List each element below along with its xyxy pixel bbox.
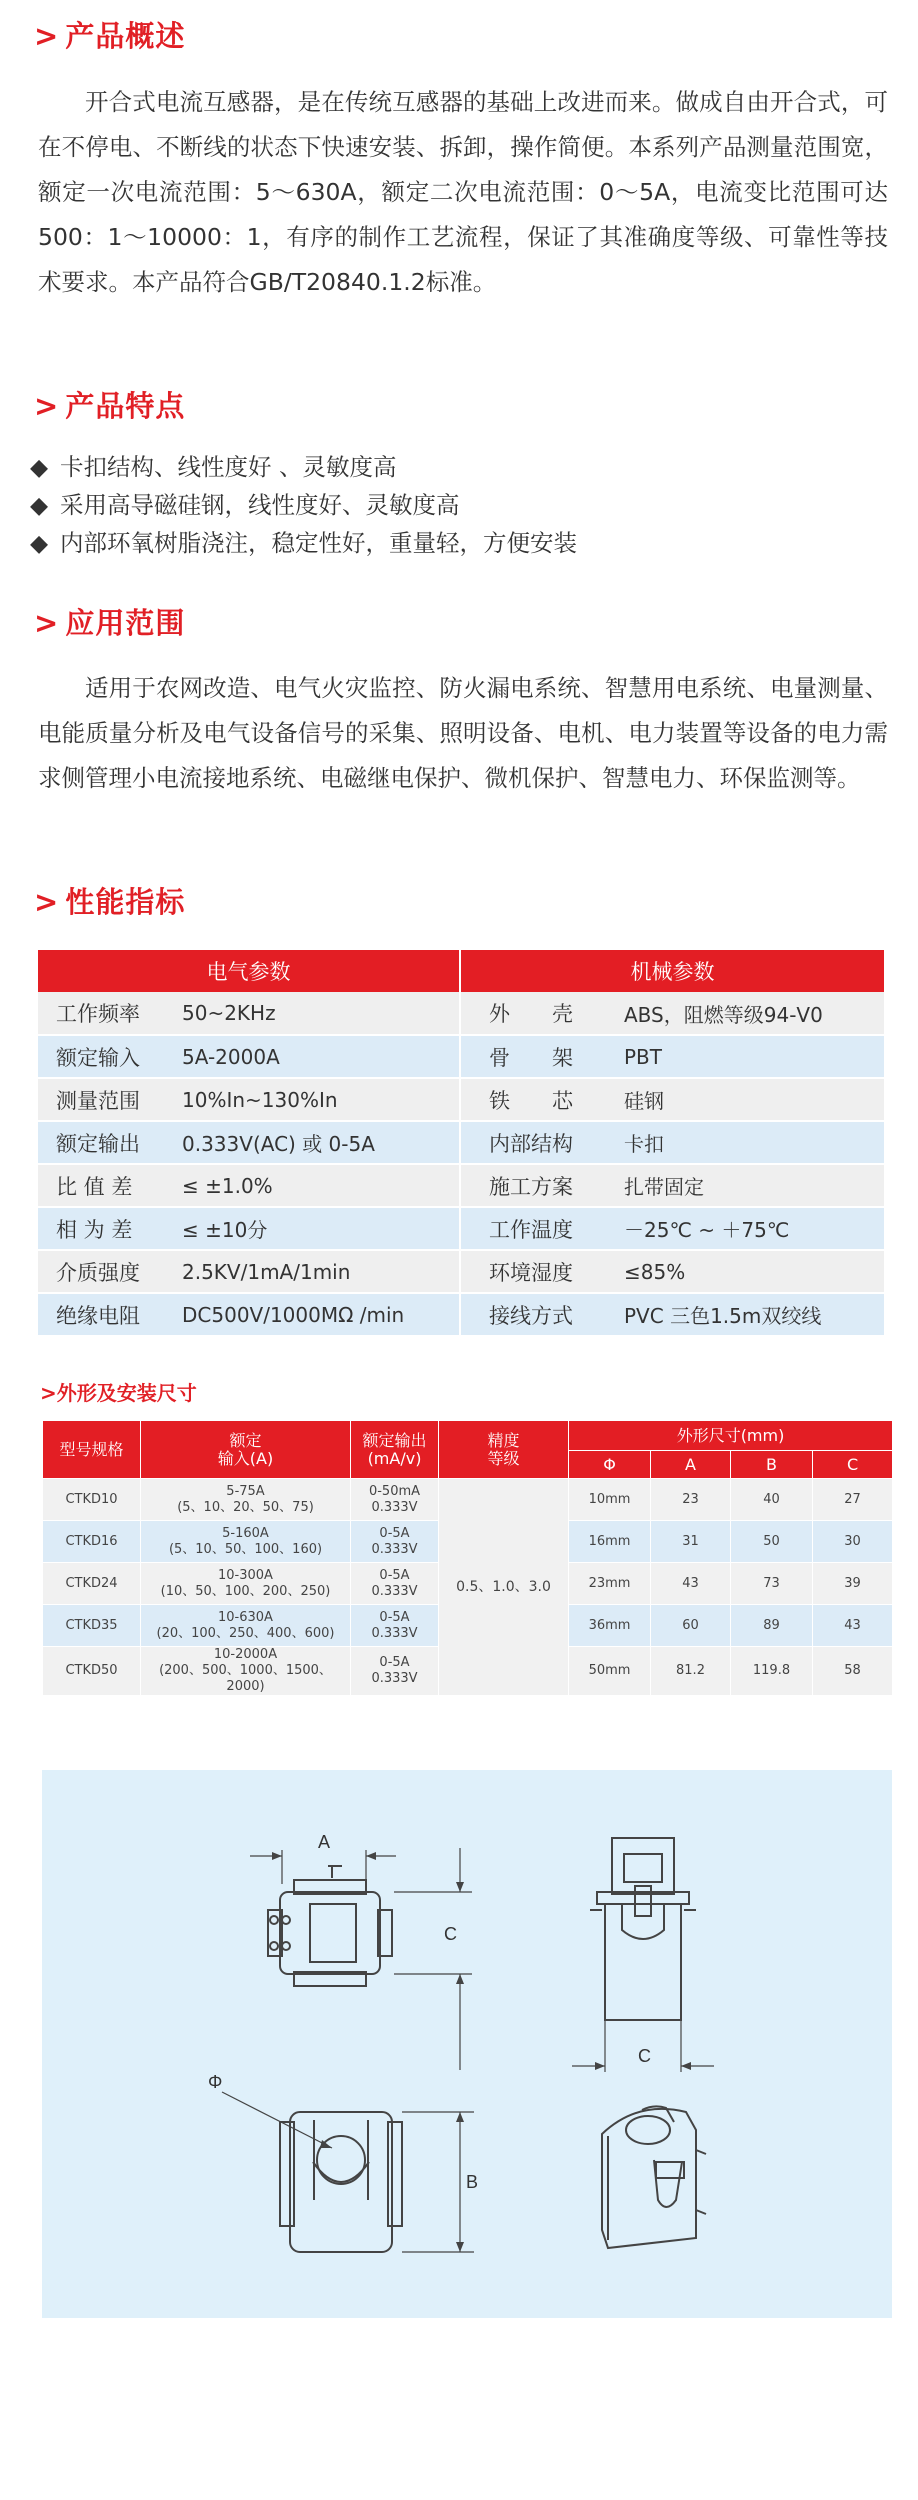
application-text: 适用于农网改造、电气火灾监控、防火漏电系统、智慧用电系统、电量测量、电能质量分析及电气设备信号的采集、照明设备、电机、电力装置等设备的电力需求侧管理小电流接地系统、电磁继电保护、微机保护、智慧电力、环保监测等。 bbox=[38, 674, 888, 792]
ct-top-view bbox=[250, 1848, 472, 2070]
dim-label-c-left: C bbox=[444, 1924, 457, 1944]
c-header: C bbox=[813, 1451, 893, 1479]
rated-input-cell: 5-75A (5、10、20、50、75) bbox=[141, 1479, 351, 1521]
mechanical-param-name: 施工方案 bbox=[460, 1164, 612, 1207]
a-cell: 81.2 bbox=[651, 1647, 731, 1696]
application-title bbox=[34, 601, 185, 642]
electrical-param-name: 额定输出 bbox=[38, 1121, 170, 1164]
performance-row bbox=[38, 1035, 884, 1078]
dimension-row bbox=[43, 1479, 893, 1521]
c-cell: 39 bbox=[813, 1563, 893, 1605]
performance-row bbox=[38, 1250, 884, 1293]
rated-input-header: 额定 输入(A) bbox=[141, 1421, 351, 1479]
rated-output-header: 额定输出 (mA/v) bbox=[351, 1421, 439, 1479]
rated-output-cell: 0-5A 0.333V bbox=[351, 1605, 439, 1647]
dim-label-a: A bbox=[318, 1832, 331, 1852]
phi-cell: 50mm bbox=[569, 1647, 651, 1696]
mechanical-param-name: 铁 芯 bbox=[460, 1078, 612, 1121]
features-list bbox=[30, 448, 890, 562]
chevron-right-icon: > bbox=[40, 1381, 57, 1405]
b-cell: 73 bbox=[731, 1563, 813, 1605]
electrical-param-value: 10%In~130%In bbox=[170, 1078, 460, 1121]
performance-title-text: 性能指标 bbox=[65, 885, 186, 919]
diamond-bullet-icon: ◆ bbox=[30, 453, 49, 481]
rated-input-cell: 5-160A (5、10、50、100、160) bbox=[141, 1521, 351, 1563]
mechanical-param-name: 内部结构 bbox=[460, 1121, 612, 1164]
electrical-param-value: 50~2KHz bbox=[170, 992, 460, 1035]
diamond-bullet-icon: ◆ bbox=[30, 529, 49, 557]
dimensions-table bbox=[42, 1420, 893, 1696]
performance-row bbox=[38, 992, 884, 1035]
b-cell: 40 bbox=[731, 1479, 813, 1521]
dimensions-title-text: 外形及安装尺寸 bbox=[56, 1381, 197, 1405]
rated-output-cell: 0-50mA 0.333V bbox=[351, 1479, 439, 1521]
model-cell: CTKD16 bbox=[43, 1521, 141, 1563]
features-title-text: 产品特点 bbox=[65, 389, 186, 423]
b-cell: 89 bbox=[731, 1605, 813, 1647]
a-cell: 31 bbox=[651, 1521, 731, 1563]
mechanical-param-value: －25℃ ~ ＋75℃ bbox=[612, 1207, 884, 1250]
mechanical-param-value: 扎带固定 bbox=[612, 1164, 884, 1207]
rated-output-cell: 0-5A 0.333V bbox=[351, 1563, 439, 1605]
overview-title-text: 产品概述 bbox=[65, 19, 186, 53]
phi-cell: 36mm bbox=[569, 1605, 651, 1647]
feature-item: ◆ 卡扣结构、线性度好 、灵敏度高 bbox=[30, 448, 890, 486]
a-cell: 60 bbox=[651, 1605, 731, 1647]
b-cell: 50 bbox=[731, 1521, 813, 1563]
phi-cell: 23mm bbox=[569, 1563, 651, 1605]
model-cell: CTKD50 bbox=[43, 1647, 141, 1696]
performance-row bbox=[38, 1293, 884, 1336]
features-title bbox=[34, 384, 185, 425]
model-cell: CTKD24 bbox=[43, 1563, 141, 1605]
b-header: B bbox=[731, 1451, 813, 1479]
dim-label-b: B bbox=[466, 2172, 479, 2192]
electrical-param-value: 5A-2000A bbox=[170, 1035, 460, 1078]
ct-perspective-view bbox=[602, 2106, 706, 2248]
rated-output-cell: 0-5A 0.333V bbox=[351, 1521, 439, 1563]
chevron-right-icon: > bbox=[34, 19, 60, 53]
size-header: 外形尺寸(mm) bbox=[569, 1421, 893, 1451]
diamond-bullet-icon: ◆ bbox=[30, 491, 49, 519]
chevron-right-icon: > bbox=[34, 885, 60, 919]
phi-header: Φ bbox=[569, 1451, 651, 1479]
mechanical-param-value: PBT bbox=[612, 1035, 884, 1078]
model-cell: CTKD10 bbox=[43, 1479, 141, 1521]
chevron-right-icon: > bbox=[34, 389, 60, 423]
electrical-params-header: 电气参数 bbox=[38, 950, 460, 992]
mechanical-param-value: 卡扣 bbox=[612, 1121, 884, 1164]
ct-drawing bbox=[42, 1770, 892, 2318]
mechanical-param-name: 骨 架 bbox=[460, 1035, 612, 1078]
phi-cell: 16mm bbox=[569, 1521, 651, 1563]
mechanical-param-value: ≤85% bbox=[612, 1250, 884, 1293]
electrical-param-name: 相 为 差 bbox=[38, 1207, 170, 1250]
performance-row bbox=[38, 1164, 884, 1207]
performance-title bbox=[34, 880, 185, 921]
mechanical-param-name: 环境湿度 bbox=[460, 1250, 612, 1293]
electrical-param-value: ≤ ±1.0% bbox=[170, 1164, 460, 1207]
mechanical-param-name: 工作温度 bbox=[460, 1207, 612, 1250]
c-cell: 30 bbox=[813, 1521, 893, 1563]
feature-item: ◆ 内部环氧树脂浇注，稳定性好，重量轻，方便安装 bbox=[30, 524, 890, 562]
dim-label-c-right: C bbox=[638, 2046, 651, 2066]
ct-front-view bbox=[222, 2092, 474, 2252]
a-header: A bbox=[651, 1451, 731, 1479]
model-cell: CTKD35 bbox=[43, 1605, 141, 1647]
a-cell: 43 bbox=[651, 1563, 731, 1605]
phi-cell: 10mm bbox=[569, 1479, 651, 1521]
electrical-param-name: 介质强度 bbox=[38, 1250, 170, 1293]
c-cell: 27 bbox=[813, 1479, 893, 1521]
rated-input-cell: 10-630A (20、100、250、400、600) bbox=[141, 1605, 351, 1647]
mechanical-param-name: 接线方式 bbox=[460, 1293, 612, 1336]
rated-input-cell: 10-300A (10、50、100、200、250) bbox=[141, 1563, 351, 1605]
electrical-param-name: 测量范围 bbox=[38, 1078, 170, 1121]
overview-title bbox=[34, 14, 185, 55]
rated-output-cell: 0-5A 0.333V bbox=[351, 1647, 439, 1696]
b-cell: 119.8 bbox=[731, 1647, 813, 1696]
performance-row bbox=[38, 1121, 884, 1164]
mechanical-param-value: ABS，阻燃等级94-V0 bbox=[612, 992, 884, 1035]
performance-table bbox=[38, 950, 884, 1337]
electrical-param-name: 绝缘电阻 bbox=[38, 1293, 170, 1336]
feature-item: ◆ 采用高导磁硅钢，线性度好、灵敏度高 bbox=[30, 486, 890, 524]
electrical-param-name: 比 值 差 bbox=[38, 1164, 170, 1207]
chevron-right-icon: > bbox=[34, 606, 60, 640]
c-cell: 43 bbox=[813, 1605, 893, 1647]
electrical-param-value: ≤ ±10分 bbox=[170, 1207, 460, 1250]
mechanical-param-name: 外 壳 bbox=[460, 992, 612, 1035]
a-cell: 23 bbox=[651, 1479, 731, 1521]
installation-diagram bbox=[42, 1770, 892, 2318]
electrical-param-name: 工作频率 bbox=[38, 992, 170, 1035]
mechanical-params-header: 机械参数 bbox=[460, 950, 884, 992]
c-cell: 58 bbox=[813, 1647, 893, 1696]
electrical-param-value: DC500V/1000MΩ /min bbox=[170, 1293, 460, 1336]
dim-label-phi: Φ bbox=[208, 2072, 223, 2092]
electrical-param-value: 0.333V(AC) 或 0-5A bbox=[170, 1121, 460, 1164]
accuracy-cell: 0.5、1.0、3.0 bbox=[439, 1479, 569, 1696]
electrical-param-value: 2.5KV/1mA/1min bbox=[170, 1250, 460, 1293]
application-title-text: 应用范围 bbox=[65, 606, 186, 640]
accuracy-header: 精度 等级 bbox=[439, 1421, 569, 1479]
electrical-param-name: 额定输入 bbox=[38, 1035, 170, 1078]
performance-row bbox=[38, 1078, 884, 1121]
ct-side-view bbox=[572, 1838, 714, 2072]
rated-input-cell: 10-2000A (200、500、1000、1500、2000) bbox=[141, 1647, 351, 1696]
mechanical-param-value: 硅钢 bbox=[612, 1078, 884, 1121]
overview-text: 开合式电流互感器，是在传统互感器的基础上改进而来。做成自由开合式，可在不停电、不断线的状态下快速安装、拆卸，操作简便。本系列产品测量范围宽，额定一次电流范围：5～630A，额定二次电流范围：0～5A，电流变比范围可达 500：1～10000：1，有序的制作工艺流程，保证了其准确度等级、可靠性等技术要求。本产品符合GB/T20840.1.2标准。 bbox=[38, 88, 888, 296]
dimensions-title bbox=[40, 1377, 197, 1406]
performance-row bbox=[38, 1207, 884, 1250]
mechanical-param-value: PVC 三色1.5m双绞线 bbox=[612, 1293, 884, 1336]
model-header: 型号规格 bbox=[43, 1421, 141, 1479]
